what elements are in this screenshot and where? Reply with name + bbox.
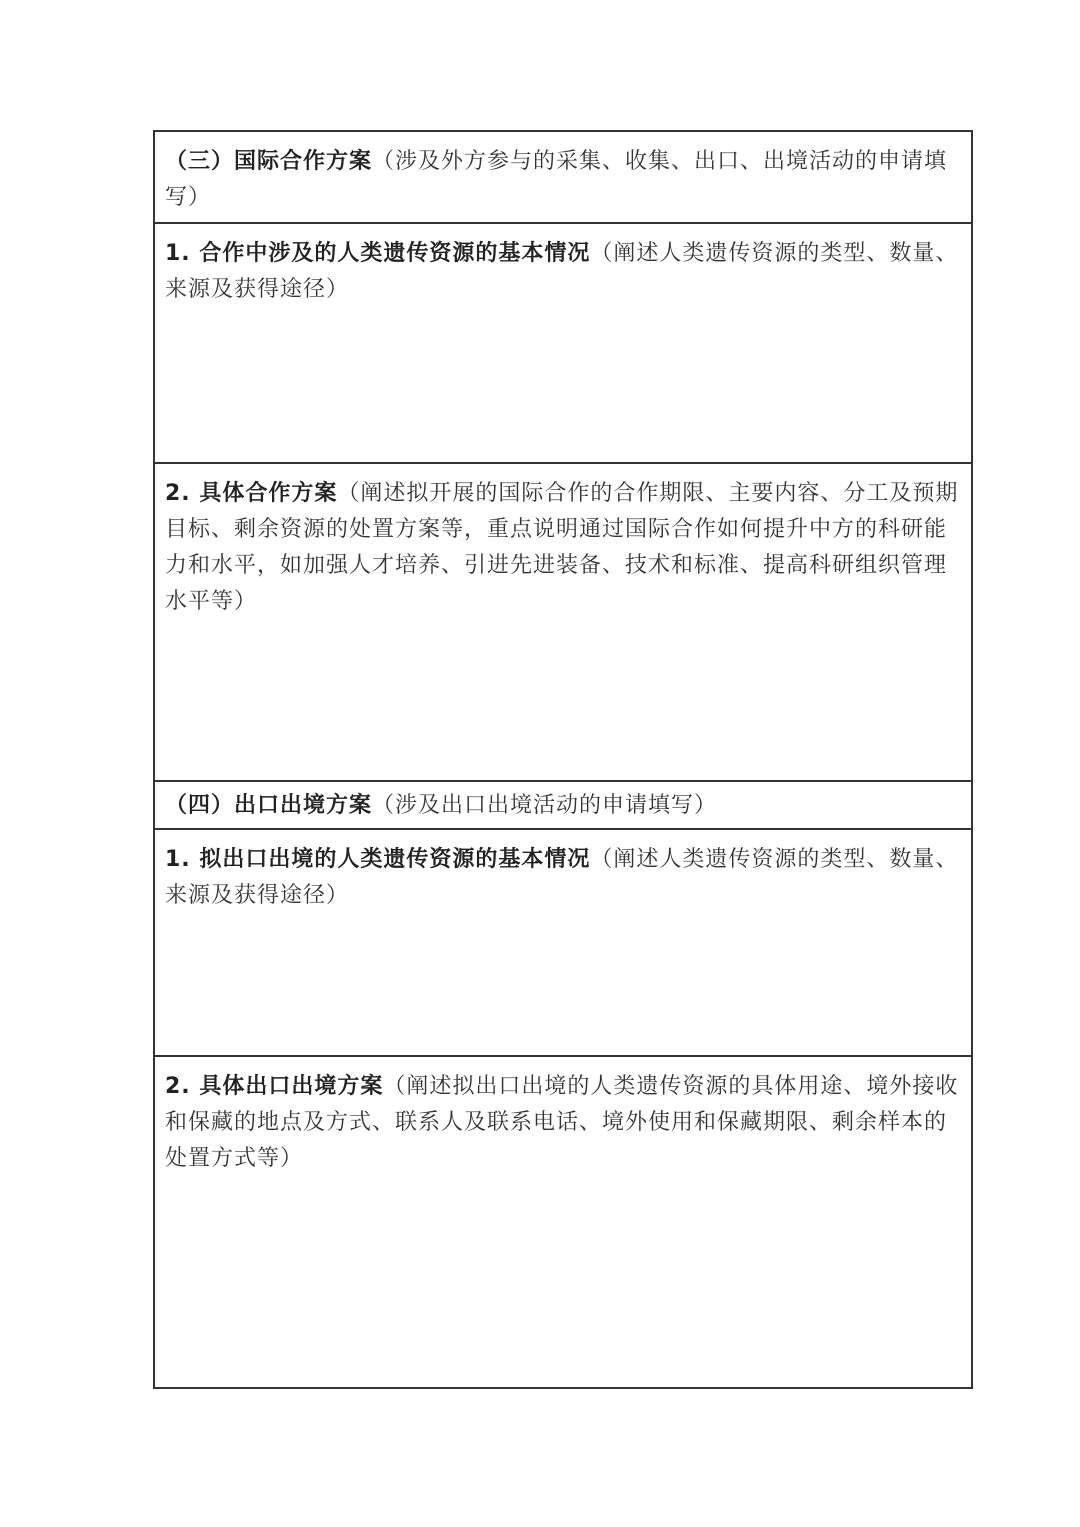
- section-3-item-1-field[interactable]: [155, 224, 971, 464]
- section-3-item-1-note: （阐述人类遗传资源的类型、数量、来源及获得途径）: [165, 241, 959, 302]
- section-3-note: （涉及外方参与的采集、收集、出口、出境活动的申请填写）: [165, 149, 948, 210]
- section-4-item-1-title: 1. 拟出口出境的人类遗传资源的基本情况: [165, 847, 591, 872]
- section-4-note: （涉及出口出境活动的申请填写）: [372, 793, 718, 818]
- section-4-item-1-note: （阐述人类遗传资源的类型、数量、来源及获得途径）: [165, 847, 959, 908]
- section-3-item-2-title: 2. 具体合作方案: [165, 481, 338, 506]
- section-3-title: （三）国际合作方案: [165, 149, 373, 174]
- section-3-item-2-note: （阐述拟开展的国际合作的合作期限、主要内容、分工及预期目标、剩余资源的处置方案等，重点说明通过国际合作如何提升中方的科研能力和水平，如加强人才培养、引进先进装备、技术和标准、提高科研组织管理水平等）: [165, 481, 959, 614]
- application-form-table: [153, 130, 973, 1389]
- section-4-item-2-title: 2. 具体出口出境方案: [165, 1074, 384, 1099]
- section-3-item-1-title: 1. 合作中涉及的人类遗传资源的基本情况: [165, 241, 591, 266]
- section-4-title: （四）出口出境方案: [165, 793, 373, 818]
- section-4-item-2-field[interactable]: [155, 1057, 971, 1389]
- section-4-item-1-field[interactable]: [155, 830, 971, 1057]
- section-4-header-row: [155, 782, 971, 830]
- section-4-item-2-note: （阐述拟出口出境的人类遗传资源的具体用途、境外接收和保藏的地点及方式、联系人及联系电话、境外使用和保藏期限、剩余样本的处置方式等）: [165, 1074, 959, 1171]
- section-3-header-row: [155, 132, 971, 224]
- section-3-item-2-field[interactable]: [155, 464, 971, 782]
